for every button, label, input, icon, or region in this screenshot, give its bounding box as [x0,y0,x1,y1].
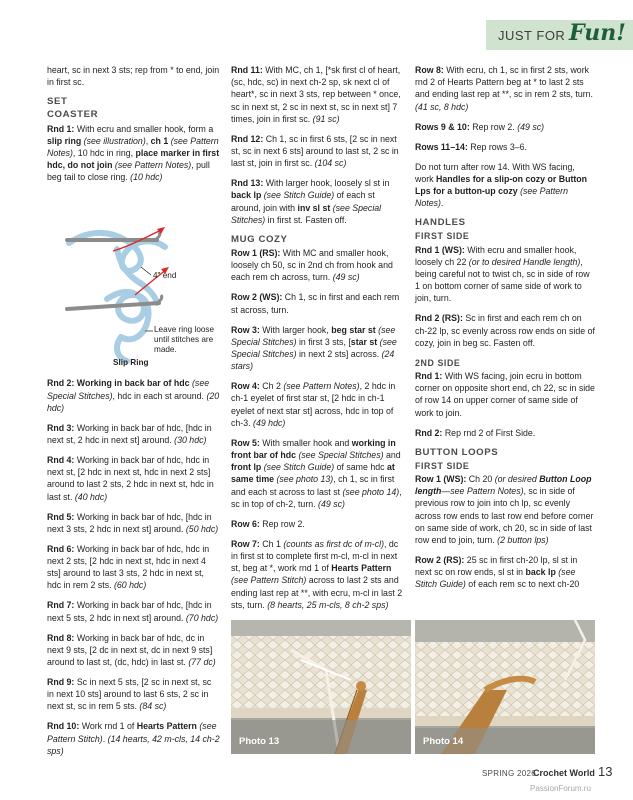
button-row-1: Row 1 (WS): Ch 20 (or desired Button Loop length—see Pattern Notes), sc in side of previous row to join into ch lp, sc evenly across row ends to last row end before corner on same side of work, ch 20, sc in side of last row end to join, turn. (2 button lps) [415,474,594,546]
coaster-rnd-2: Rnd 2: Working in back bar of hdc (see Special Stitches), hdc in each st around. (20 hdc) [47,378,220,413]
watermark: PassionForum.ru [530,784,591,793]
ring-label: Leave ring loose until stitches are made. [154,325,215,355]
photo-14 [415,620,595,754]
cozy-row-3: Row 3: With larger hook, beg star st (see Special Stitches) in first 3 sts, [star st (see Special Stitches) in next 2 sts] across. (24 stars) [231,324,397,372]
column-1 [47,64,220,765]
cozy-row-4: Row 4: Ch 2 (see Pattern Notes), 2 hdc in ch-1 eyelet of first star st, [2 hdc in ch-1 eyelet of next star st] across, hdc in top of ch-3. (49 hdc) [231,381,396,428]
photo-14-caption: Photo 14 [423,736,464,747]
handle-first-rnd-2: Rnd 2 (RS): Sc in first and each rem ch on ch-22 lp, sc evenly across row ends on side of cozy, join in beg sc. Fasten off. [415,313,595,348]
cozy-row-2: Row 2 (WS): Ch 1, sc in first and each rem st across, turn. [231,292,400,315]
second-side-heading: 2ND SIDE [415,357,461,368]
set-heading: SET [47,96,68,108]
coaster-rnd-11: Rnd 11: With MC, ch 1, [*sk first cl of heart, (sc, hdc, sc) in next ch-2 sp, sk next cl of heart*, sc in next 3 sts, rep between * once, sc in next st, 2 sc in next st, sc in next st] 7 times, join in first sc. (91 sc) [231,65,401,124]
coaster-rnd-9: Rnd 9: Sc in next 5 sts, [2 sc in next st, sc in next 10 sts] around to last 6 sts, 2 sc in next st, sc in rem 5 sts. (84 sc) [47,677,212,712]
banner-script: Fun! [569,20,626,46]
button-first-side-heading: FIRST SIDE [415,460,470,471]
illustration-caption: Slip Ring [113,358,149,368]
coaster-rnd-7: Rnd 7: Working in back bar of hdc, [hdc in next 5 sts, 2 hdc in next st] around. (70 hdc) [47,600,219,623]
coaster-rnd-12: Rnd 12: Ch 1, sc in first 6 sts, [2 sc in next st, sc in next 6 sts] around to last st, 2 sc in last st, join in first sc. (104 sc) [231,133,399,169]
first-side-heading: FIRST SIDE [415,231,470,242]
coaster-rnd-8: Rnd 8: Working in back bar of hdc, dc in next 9 sts, [2 dc in next st, dc in next 9 sts] around to last st, (dc, hdc) in last st. (77 dc) [47,632,216,668]
handle-second-rnd-2: Rnd 2: Rep rnd 2 of First Side. [415,427,536,438]
banner-prefix: JUST FOR [498,28,566,43]
handles-heading: HANDLES [415,217,466,229]
button-row-2: Row 2 (RS): 25 sc in first ch-20 lp, sl st in next sc on row ends, sl st in back lp (see Stitch Guide) of each rem sc to next ch-20 [415,555,580,590]
coaster-rnd-1: Rnd 1: With ecru and smaller hook, form a slip ring (see illustration), ch 1 (see Pattern Notes), 10 hdc in ring, place marker in first hdc, do not join (see Pattern Notes), pull beg tail to close ring. (10 hdc) [47,123,220,183]
coaster-rnd-13: Rnd 13: With larger hook, loosely sl st in back lp (see Stitch Guide) of each st around, join with inv sl st (see Special Stitches) in first st. Fasten off. [231,178,390,225]
cozy-row-8: Row 8: With ecru, ch 1, sc in first 2 sts, work rnd 2 of Hearts Pattern beg at * to last 2 sts and ending last rep at **, sc in rem 2 sts, turn. (41 sc, 8 hdc) [415,65,593,112]
handle-first-rnd-1: Rnd 1 (WS): With ecru and smaller hook, loosely ch 22 (or to desired Handle length), being careful not to twist ch, sc in side of row 1 on bottom corner of same side of work to join, turn. [415,244,590,304]
footer-magazine: Crochet World [533,768,595,778]
cozy-note: Do not turn after row 14. With WS facing, work Handles for a slip-on cozy or Button Lps for a button-up cozy (see Pattern Notes). [415,161,588,209]
coaster-heading: COASTER [47,109,99,121]
photo-14-image [415,620,595,754]
footer-issue: SPRING 2026 [482,769,536,778]
mug-cozy-heading: MUG COZY [231,233,288,245]
coaster-rnd-3: Rnd 3: Working in back bar of hdc, [hdc in next st, 2 hdc in next st] around. (30 hdc) [47,422,212,446]
cozy-row-7: Row 7: Ch 1 (counts as first dc of m-cl), dc in first st to complete first m-cl, m-cl in next st, beg at *, work rnd 1 of Hearts Pattern (see Pattern Stitch) across to last 2 sts and ending last rep at **, with ecru, m-cl in last 2 sts, turn. (8 hearts, 25 m-cls, 8 ch-2 sps) [231,538,403,610]
column-3 [415,64,595,598]
cozy-rows-11-14: Rows 11–14: Rep rows 3–6. [415,141,527,152]
cozy-row-6: Row 6: Rep row 2. [231,518,305,529]
photo-13-image [231,620,411,754]
coaster-rnd-6: Rnd 6: Working in back bar of hdc, hdc in next 2 sts, [2 hdc in next st, hdc in next 4 sts] around to last 3 sts, 2 hdc in next st, hdc in rem 2 sts. (60 hdc) [47,543,210,591]
cozy-row-5: Row 5: With smaller hook and working in front bar of hdc (see Special Stitches) and front lp (see Stitch Guide) of same hdc at same time (see photo 13), ch 1, sc in first and each st across to last st (see photo 14), sc in top of ch-2, turn. (49 sc) [231,437,402,509]
intro-text: heart, sc in next 3 sts; rep from * to end, join in first sc. [47,65,220,88]
button-loops-heading: BUTTON LOOPS [415,446,499,458]
handle-second-rnd-1: Rnd 1: With WS facing, join ecru in bottom corner on opposite short end, ch 22, sc in side of row 14 on upper corner of same side of work to join. [415,371,595,418]
coaster-rnd-10: Rnd 10: Work rnd 1 of Hearts Pattern (see Pattern Stitch). (14 hearts, 42 m-cls, 14 ch-2 sps) [47,721,220,756]
page-number: 13 [598,764,613,779]
coaster-rnd-5: Rnd 5: Working in back bar of hdc, [hdc in next 3 sts, 2 hdc in next st] around. (50 hdc) [47,511,219,534]
section-banner [486,20,633,50]
photo-13-caption: Photo 13 [239,736,280,747]
cozy-rows-9-10: Rows 9 & 10: Rep row 2. (49 sc) [415,121,545,132]
slip-ring-illustration [47,191,220,369]
tail-label: 4" end [153,271,177,281]
cozy-row-1: Row 1 (RS): With MC and smaller hook, loosely ch 50, sc in 2nd ch from hook and each rem ch across, turn. (49 sc) [231,248,393,283]
coaster-rnd-4: Rnd 4: Working in back bar of hdc, hdc in next st, [2 hdc in next st, hdc in next 2 sts] around to last 2 sts, 2 hdc in next st, hdc in last st. (40 hdc) [47,455,214,502]
photo-13 [231,620,411,754]
column-2 [231,64,407,619]
